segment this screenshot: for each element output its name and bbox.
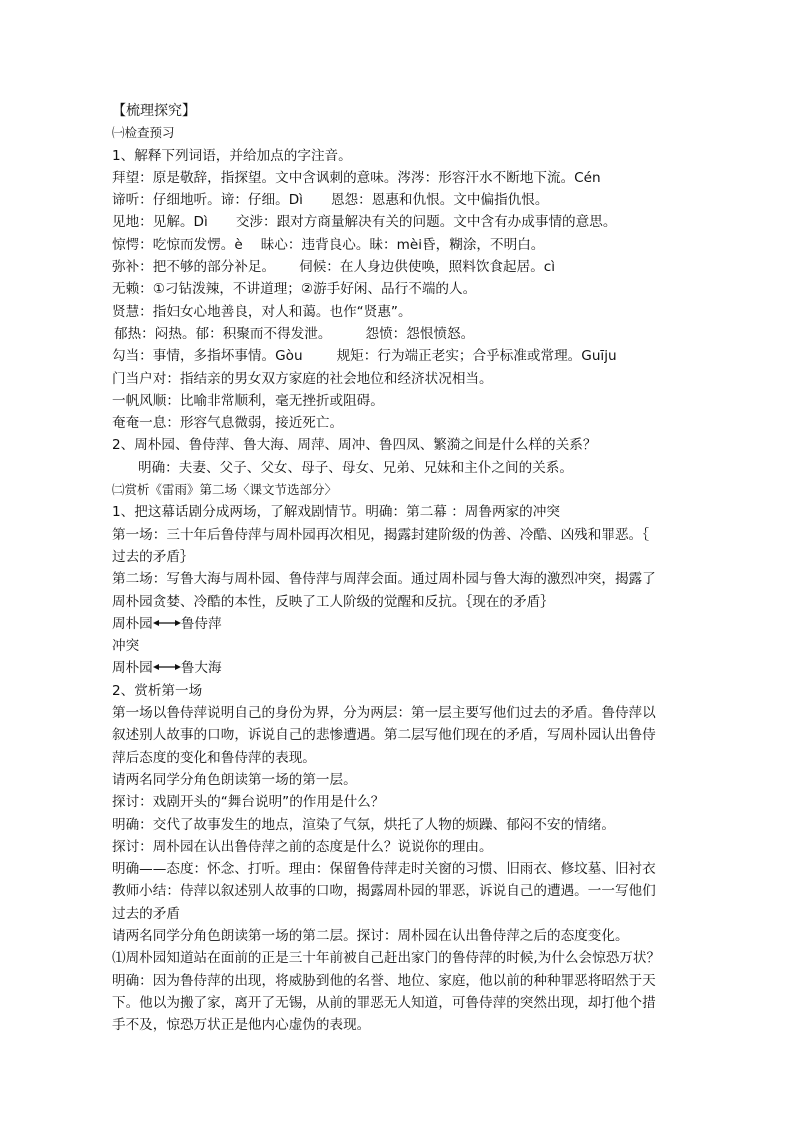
diagram-node-left: 周朴园 [112, 660, 153, 677]
vocab-line [112, 256, 686, 278]
paragraph: 萍后态度的变化和鲁侍萍的表现。 [112, 749, 316, 766]
double-arrow-icon [153, 613, 181, 635]
vocab-line: 贤慧：指妇女心地善良，对人和蔼。也作“贤惠”。 [112, 303, 412, 320]
paragraph: 明确：因为鲁侍萍的出现，将威胁到他的名誉、地位、家庭，他以前的种种罪恶将昭然于天 [112, 972, 656, 989]
vocab-line [112, 323, 686, 345]
vocab-entry: 怨愤：怨恨愤怒。 [365, 325, 475, 342]
vocab-line: 一帆风顺：比喻非常顺利，毫无挫折或阻碍。 [112, 392, 384, 409]
conflict-label: 冲突 [112, 638, 140, 655]
vocab-line [112, 234, 686, 256]
vocab-entry: 郁热：闷热。郁：积聚而不得发泄。 [114, 325, 332, 342]
paragraph: 第二场：写鲁大海与周朴园、鲁侍萍与周萍会面。通过周朴园与鲁大海的激烈冲突，揭露了 [112, 571, 656, 588]
paragraph: 1、把这幕话剧分成两场，了解戏剧情节。明确：第二幕 ：周鲁两家的冲突 [112, 504, 560, 521]
vocab-entry: 伺候：在人身边供使唤，照料饮食起居。cì [299, 259, 556, 276]
vocab-line: 门当户对：指结亲的男女双方家庭的社会地位和经济状况相当。 [112, 370, 493, 387]
paragraph: 手不及，惊恐万状正是他内心虚伪的表现。 [112, 1017, 371, 1034]
vocab-entry: 弥补：把不够的部分补足。 [112, 259, 276, 276]
document-page [112, 100, 686, 1036]
conflict-diagram-row [112, 657, 686, 679]
answer-2: 明确：夫妻、父子、父女、母子、母女、兄弟、兄妹和主仆之间的关系。 [138, 459, 573, 476]
diagram-node-right: 鲁侍萍 [180, 615, 222, 632]
paragraph: 请两名同学分角色朗读第一场的第一层。 [112, 771, 357, 788]
paragraph: 明确：交代了故事发生的地点，渲染了气氛，烘托了人物的烦躁、郁闷不安的情绪。 [112, 816, 615, 833]
vocab-line: 奄奄一息：形容气息微弱，接近死亡。 [112, 415, 344, 432]
question-2: 2、周朴园、鲁侍萍、鲁大海、周萍、周冲、鲁四凤、繁漪之间是什么样的关系？ [112, 437, 597, 454]
vocab-entry: 谛听：仔细地听。谛：仔细。Dì [112, 192, 303, 209]
double-arrow-icon [153, 657, 181, 679]
vocab-entry: 规矩：行为端正老实；合乎标准或常理。Guīju [336, 348, 617, 365]
diagram-node-left: 周朴园 [112, 615, 153, 632]
vocab-line: 无赖：①刁钻泼辣，不讲道理；②游手好闲、品行不端的人。 [112, 281, 477, 298]
subheading: 2、赏析第一场 [112, 682, 203, 699]
subsection-check-preview: ㈠检查预习 [112, 125, 175, 141]
question-1: 1、解释下列词语，并给加点的字注音。 [112, 147, 352, 164]
vocab-entry: 交涉：跟对方商量解决有关的问题。文中含有办成事情的意思。 [235, 214, 617, 231]
paragraph: 周朴园贪婪、冷酷的本性，反映了工人阶级的觉醒和反抗。｛现在的矛盾｝ [112, 593, 554, 610]
conflict-diagram-row [112, 613, 686, 635]
vocab-line [112, 189, 686, 211]
paragraph: 第一场以鲁侍萍说明自己的身份为界，分为两层：第一层主要写他们过去的矛盾。鲁侍萍以 [112, 705, 656, 722]
vocab-entry: 勾当：事情，多指坏事情。Gòu [112, 348, 303, 365]
vocab-entry: 惊愕：吃惊而发愣。è [112, 236, 243, 253]
paragraph: 叙述别人故事的口吻，诉说自己的悲惨遭遇。第二层写他们现在的矛盾，写周朴园认出鲁侍 [112, 727, 656, 744]
paragraph: 请两名同学分角色朗读第一场的第二层。探讨：周朴园在认出鲁侍萍之后的态度变化。 [112, 927, 629, 944]
paragraph: 探讨：戏剧开头的“舞台说明”的作用是什么？ [112, 794, 385, 811]
paragraph: 教师小结：侍萍以叙述别人故事的口吻，揭露周朴园的罪恶，诉说自己的遭遇。一一写他们 [112, 883, 656, 900]
paragraph: 过去的矛盾 [112, 905, 180, 922]
paragraph: 过去的矛盾｝ [112, 548, 194, 565]
paragraph: ⑴周朴园知道站在面前的正是三十年前被自己赶出家门的鲁侍萍的时候,为什么会惊恐万状？ [112, 950, 661, 967]
vocab-entry: 见地：见解。Dì [112, 214, 208, 231]
paragraph: 第一场：三十年后鲁侍萍与周朴园再次相见，揭露封建阶级的伪善、冷酷、凶残和罪恶。｛ [112, 526, 649, 543]
paragraph: 下。他以为搬了家，离开了无锡，从前的罪恶无人知道，可鲁侍萍的突然出现，却打他个措 [112, 994, 656, 1011]
paragraph: 探讨：周朴园在认出鲁侍萍之前的态度是什么？说说你的理由。 [112, 838, 493, 855]
vocab-line [112, 345, 686, 367]
subsection-appreciation: ㈡赏析《雷雨》第二场〈课文节选部分〉 [112, 482, 338, 498]
section-title: 【梳理探究】 [112, 103, 196, 119]
vocab-line: 拜望：原是敬辞，指探望。文中含讽刺的意味。涔涔：形容汗水不断地下流。Cén [112, 169, 601, 186]
diagram-node-right: 鲁大海 [180, 660, 222, 677]
vocab-entry: 昧心：违背良心。昧：mèi昏，糊涂，不明白。 [260, 236, 545, 253]
vocab-line [112, 211, 686, 233]
paragraph: 明确——态度：怀念、打听。理由：保留鲁侍萍走时关窗的习惯、旧雨衣、修坟墓、旧衬衣 [112, 861, 656, 878]
vocab-entry: 恩怨：恩惠和仇恨。文中偏指仇恨。 [330, 192, 549, 209]
